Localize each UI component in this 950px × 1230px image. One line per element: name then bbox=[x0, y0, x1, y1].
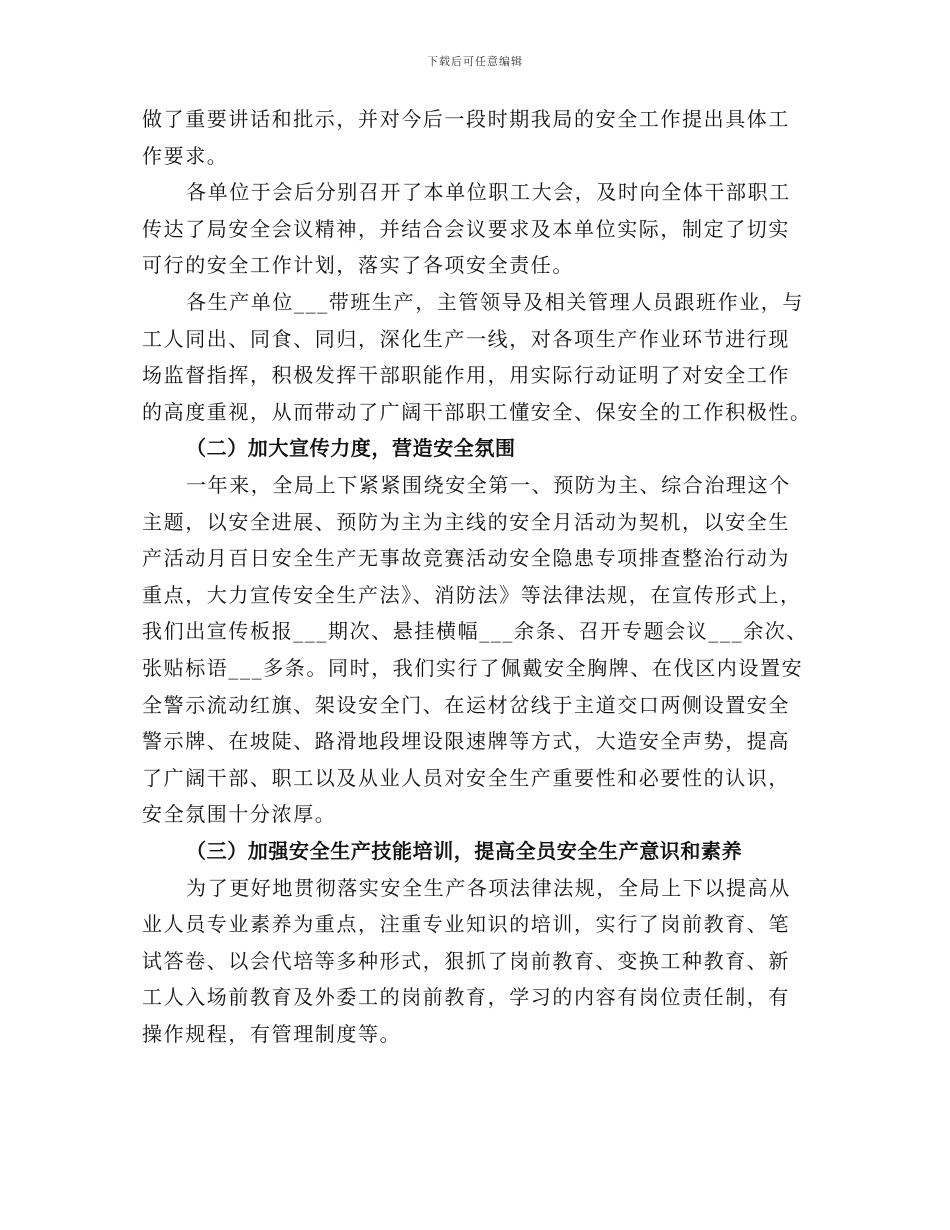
paragraph-line: 操作规程，有管理制度等。 bbox=[142, 1022, 402, 1046]
paragraph-line: 各生产单位___带班生产，主管领导及相关管理人员跟班作业，与 bbox=[186, 290, 804, 314]
paragraph-line: 业人员专业素养为重点，注重专业知识的培训，实行了岗前教育、笔 bbox=[142, 912, 790, 937]
paragraph-line: 一年来，全局上下紧紧围绕安全第一、预防为主、综合治理这个 bbox=[186, 473, 791, 497]
paragraph-line: 场监督指挥，积极发挥干部职能作用，用实际行动证明了对安全工作 bbox=[142, 363, 790, 388]
paragraph-line: 警示牌、在坡陡、路滑地段埋设限速牌等方式，大造安全声势，提高 bbox=[142, 729, 790, 754]
paragraph-line: 张贴标语___多条。同时，我们实行了佩戴安全胸牌、在伐区内设置安 bbox=[142, 656, 804, 680]
paragraph-line: 重点，大力宣传安全生产法》、消防法》等法律法规，在宣传形式上， bbox=[142, 582, 802, 607]
section-heading: （二）加大宣传力度，营造安全氛围 bbox=[186, 436, 516, 461]
paragraph-line: 作要求。 bbox=[142, 143, 229, 168]
paragraph-line: 工人同出、同食、同归，深化生产一线，对各项生产作业环节进行现 bbox=[142, 326, 790, 351]
paragraph-line: 产活动月百日安全生产无事故竞赛活动安全隐患专项排查整治行动为 bbox=[142, 546, 790, 571]
paragraph-line: 为了更好地贯彻落实安全生产各项法律法规，全局上下以提高从 bbox=[186, 875, 791, 900]
paragraph-line: 了广阔干部、职工以及从业人员对安全生产重要性和必要性的认识， bbox=[142, 765, 790, 790]
paragraph-line: 传达了局安全会议精神，并结合会议要求及本单位实际，制定了切实 bbox=[142, 216, 790, 241]
paragraph-line: 做了重要讲话和批示，并对今后一段时期我局的安全工作提出具体工 bbox=[142, 107, 790, 131]
section-heading: （三）加强安全生产技能培训，提高全员安全生产意识和素养 bbox=[186, 839, 743, 863]
paragraph-line: 主题，以安全进展、预防为主为主线的安全月活动为契机，以安全生 bbox=[142, 509, 790, 534]
paragraph-line: 安全氛围十分浓厚。 bbox=[142, 802, 337, 827]
paragraph-line: 工人入场前教育及外委工的岗前教育，学习的内容有岗位责任制，有 bbox=[142, 985, 790, 1010]
paragraph-line: 全警示流动红旗、架设安全门、在运材岔线于主道交口两侧设置安全 bbox=[142, 692, 790, 717]
paragraph-line: 我们出宣传板报___期次、悬挂横幅___余条、召开专题会议___余次、 bbox=[142, 619, 808, 644]
paragraph-line: 各单位于会后分别召开了本单位职工大会，及时向全体干部职工 bbox=[186, 180, 791, 205]
paragraph-line: 的高度重视，从而带动了广阔干部职工懂安全、保安全的工作积极性。 bbox=[142, 399, 812, 424]
paragraph-line: 可行的安全工作计划，落实了各项安全责任。 bbox=[142, 253, 574, 278]
paragraph-line: 试答卷、以会代培等多种形式，狠抓了岗前教育、变换工种教育、新 bbox=[142, 948, 790, 973]
page-header: 下载后可任意编辑 bbox=[427, 55, 523, 68]
